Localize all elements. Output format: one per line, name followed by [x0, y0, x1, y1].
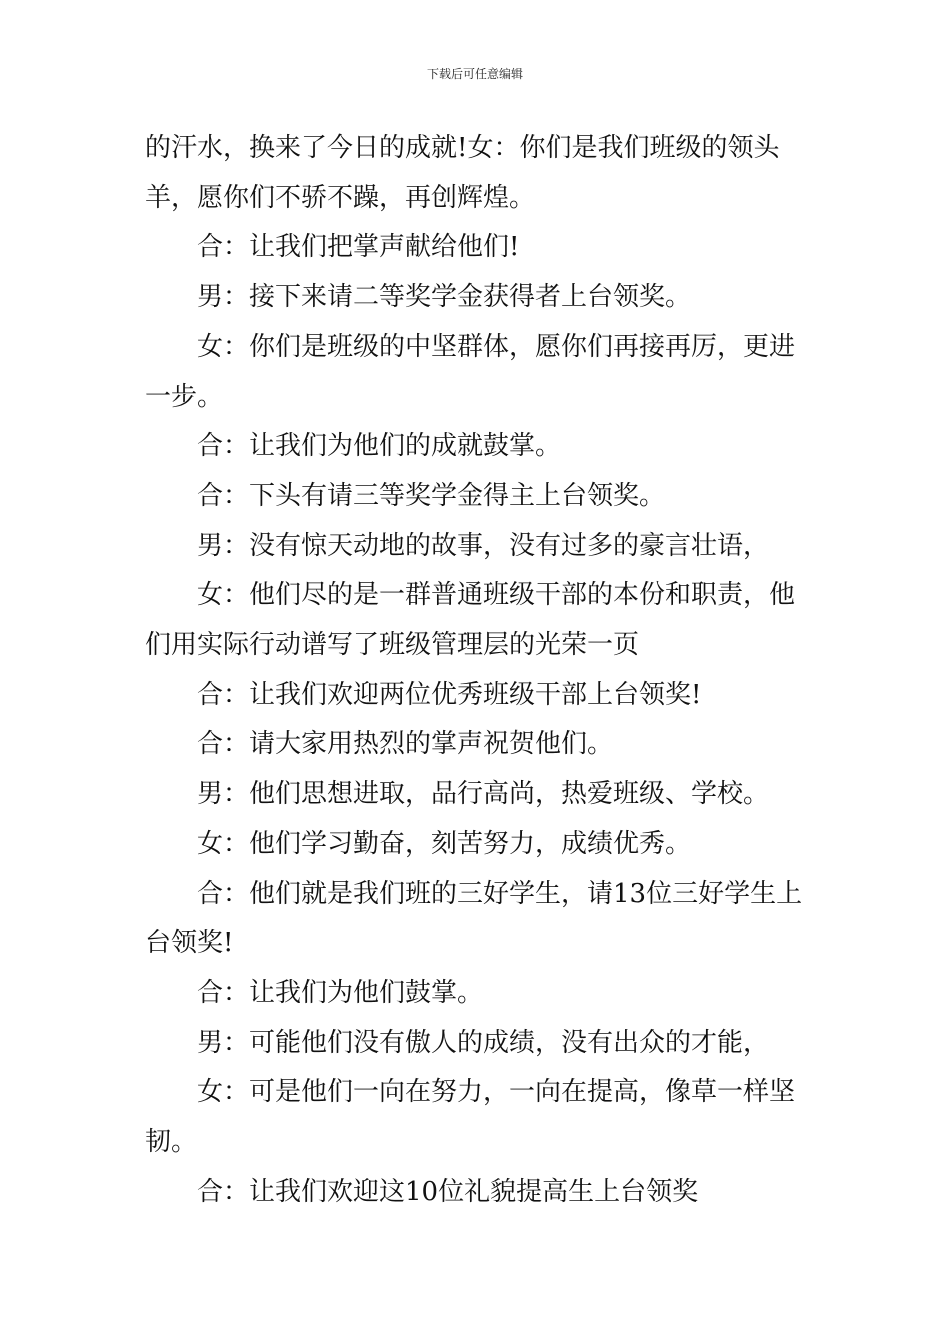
paragraph-10: 合：请大家用热烈的掌声祝贺他们。	[197, 729, 614, 760]
document-body	[145, 124, 811, 1217]
paragraph-12: 女：他们学习勤奋，刻苦努力，成绩优秀。	[197, 828, 692, 859]
paragraph-9: 合：让我们欢迎两位优秀班级干部上台领奖!	[197, 679, 702, 710]
paragraph-14: 合：让我们为他们鼓掌。	[197, 977, 484, 1008]
paragraph-11: 男：他们思想进取，品行高尚，热爱班级、学校。	[197, 779, 770, 810]
page-header-note: 下载后可任意编辑	[426, 67, 523, 81]
paragraph-13: 合：他们就是我们班的三好学生，请13位三好学生上台领奖!	[145, 878, 803, 959]
paragraph-3: 男：接下来请二等奖学金获得者上台领奖。	[197, 282, 692, 313]
paragraph-4: 女：你们是班级的中坚群体，愿你们再接再厉，更进一步。	[145, 331, 796, 412]
paragraph-6: 合：下头有请三等奖学金得主上台领奖。	[197, 480, 666, 511]
paragraph-7: 男：没有惊天动地的故事，没有过多的豪言壮语，	[197, 530, 770, 561]
paragraph-2: 合：让我们把掌声献给他们!	[197, 232, 520, 263]
paragraph-17: 合：让我们欢迎这10位礼貌提高生上台领奖	[197, 1176, 699, 1207]
paragraph-5: 合：让我们为他们的成就鼓掌。	[197, 431, 562, 462]
paragraph-16: 女：可是他们一向在努力，一向在提高，像草一样坚韧。	[145, 1077, 796, 1158]
paragraph-8: 女：他们尽的是一群普通班级干部的本份和职责，他们用实际行动谱写了班级管理层的光荣一页	[145, 580, 796, 661]
paragraph-15: 男：可能他们没有傲人的成绩，没有出众的才能，	[197, 1027, 770, 1058]
paragraph-1: 的汗水，换来了今日的成就!女：你们是我们班级的领头羊，愿你们不骄不躁，再创辉煌。	[145, 133, 780, 213]
